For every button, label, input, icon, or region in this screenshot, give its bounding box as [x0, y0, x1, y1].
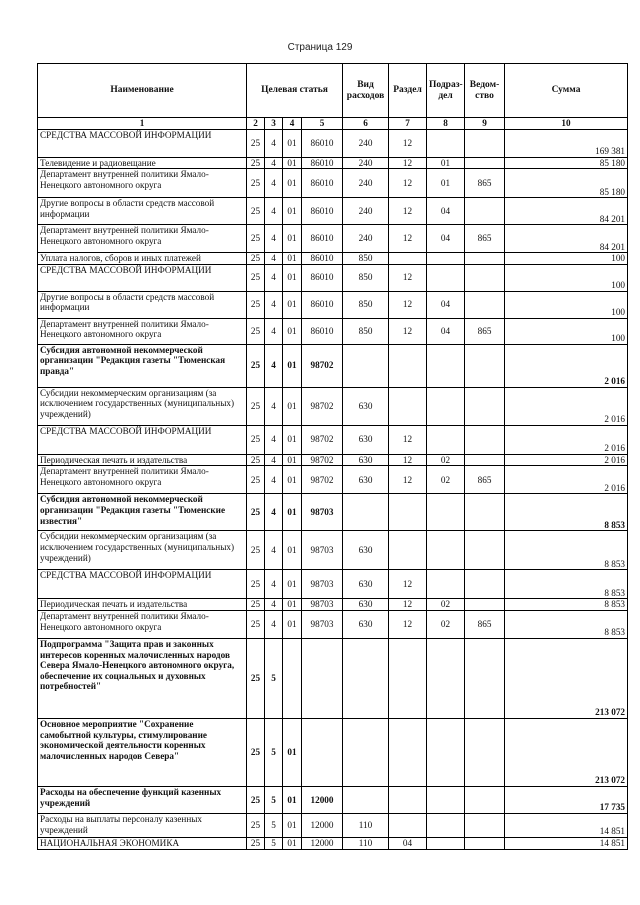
cell-expense-type: 850	[343, 264, 389, 291]
cell-department	[465, 344, 505, 387]
cell-direction: 86010	[302, 169, 343, 198]
cell-name: Основное мероприятие "Сохранение самобытной культуры, стимулирование экономической деятельности коренных малочисленных народов Севера"	[38, 718, 247, 786]
cell-section	[389, 638, 427, 718]
column-number: 1	[38, 118, 247, 130]
cell-amount: 14 851	[505, 837, 628, 849]
cell-subsection	[427, 570, 465, 599]
cell-department: 865	[465, 318, 505, 344]
cell-program: 25	[247, 570, 265, 599]
cell-name: Другие вопросы в области средств массовой информации	[38, 291, 247, 318]
cell-activity: 01	[283, 425, 302, 454]
table-row	[38, 169, 628, 198]
cell-subprogram: 4	[265, 454, 283, 466]
cell-subprogram: 4	[265, 531, 283, 570]
cell-department	[465, 786, 505, 813]
cell-subsection: 02	[427, 454, 465, 466]
cell-program: 25	[247, 198, 265, 225]
cell-direction: 98702	[302, 466, 343, 494]
cell-subprogram: 4	[265, 225, 283, 253]
cell-amount: 2 016	[505, 466, 628, 494]
cell-name: Подпрограмма "Защита прав и законных интересов коренных малочисленных народов Севера Ямало-Ненецкого автономного округа, обеспечение их социальных и духовных потребностей"	[38, 638, 247, 718]
cell-activity: 01	[283, 344, 302, 387]
table-row	[38, 531, 628, 570]
cell-amount: 84 201	[505, 225, 628, 253]
cell-activity: 01	[283, 291, 302, 318]
table-row	[38, 344, 628, 387]
cell-subsection	[427, 786, 465, 813]
cell-section	[389, 718, 427, 786]
table-row	[38, 387, 628, 425]
cell-program: 25	[247, 344, 265, 387]
cell-expense-type	[343, 718, 389, 786]
cell-activity: 01	[283, 264, 302, 291]
cell-expense-type: 850	[343, 318, 389, 344]
cell-program: 25	[247, 225, 265, 253]
cell-expense-type: 630	[343, 454, 389, 466]
cell-direction: 86010	[302, 318, 343, 344]
cell-name: Субсидия автономной некоммерческой организации "Редакция газеты "Тюменские известия"	[38, 494, 247, 531]
cell-subprogram: 4	[265, 599, 283, 611]
cell-subprogram: 4	[265, 570, 283, 599]
cell-subprogram: 4	[265, 344, 283, 387]
cell-name: Департамент внутренней политики Ямало-Ненецкого автономного округа	[38, 225, 247, 253]
table-row	[38, 157, 628, 169]
cell-amount: 8 853	[505, 531, 628, 570]
cell-expense-type: 240	[343, 198, 389, 225]
cell-subsection: 04	[427, 318, 465, 344]
cell-subsection	[427, 129, 465, 157]
cell-section	[389, 387, 427, 425]
column-number: 7	[389, 118, 427, 130]
cell-subsection: 01	[427, 169, 465, 198]
cell-name: СРЕДСТВА МАССОВОЙ ИНФОРМАЦИИ	[38, 570, 247, 599]
column-number: 3	[265, 118, 283, 130]
table-row	[38, 786, 628, 813]
cell-amount: 84 201	[505, 198, 628, 225]
cell-subprogram: 4	[265, 264, 283, 291]
cell-subprogram: 4	[265, 198, 283, 225]
header-department: Ведом-ство	[465, 64, 505, 118]
cell-section: 12	[389, 454, 427, 466]
cell-expense-type: 850	[343, 253, 389, 265]
cell-amount: 2 016	[505, 425, 628, 454]
cell-department	[465, 264, 505, 291]
cell-direction: 86010	[302, 264, 343, 291]
table-row	[38, 610, 628, 638]
cell-department	[465, 454, 505, 466]
cell-amount: 85 180	[505, 169, 628, 198]
cell-subsection	[427, 253, 465, 265]
cell-amount: 8 853	[505, 570, 628, 599]
cell-subprogram: 4	[265, 169, 283, 198]
cell-subprogram: 4	[265, 387, 283, 425]
cell-subprogram: 5	[265, 718, 283, 786]
cell-name: Департамент внутренней политики Ямало-Ненецкого автономного округа	[38, 610, 247, 638]
cell-subprogram: 4	[265, 494, 283, 531]
cell-section: 04	[389, 837, 427, 849]
cell-expense-type: 630	[343, 531, 389, 570]
cell-name: Субсидия автономной некоммерческой организации "Редакция газеты "Тюменская правда"	[38, 344, 247, 387]
cell-activity: 01	[283, 157, 302, 169]
column-number: 9	[465, 118, 505, 130]
table-row	[38, 570, 628, 599]
cell-section: 12	[389, 425, 427, 454]
cell-department: 865	[465, 610, 505, 638]
cell-program: 25	[247, 387, 265, 425]
cell-section: 12	[389, 291, 427, 318]
cell-subsection: 04	[427, 225, 465, 253]
cell-name: СРЕДСТВА МАССОВОЙ ИНФОРМАЦИИ	[38, 264, 247, 291]
cell-amount: 169 381	[505, 129, 628, 157]
cell-name: Периодическая печать и издательства	[38, 454, 247, 466]
cell-direction: 98702	[302, 344, 343, 387]
cell-department	[465, 599, 505, 611]
cell-name: Периодическая печать и издательства	[38, 599, 247, 611]
cell-amount: 213 072	[505, 718, 628, 786]
cell-program: 25	[247, 466, 265, 494]
cell-expense-type: 630	[343, 610, 389, 638]
cell-amount: 8 853	[505, 610, 628, 638]
cell-section: 12	[389, 570, 427, 599]
cell-program: 25	[247, 718, 265, 786]
cell-subprogram: 5	[265, 638, 283, 718]
cell-direction: 98702	[302, 387, 343, 425]
cell-subsection	[427, 718, 465, 786]
cell-name: Другие вопросы в области средств массовой информации	[38, 198, 247, 225]
cell-activity: 01	[283, 786, 302, 813]
cell-program: 25	[247, 837, 265, 849]
column-number: 2	[247, 118, 265, 130]
table-row	[38, 264, 628, 291]
cell-direction	[302, 718, 343, 786]
column-number: 4	[283, 118, 302, 130]
cell-subsection: 02	[427, 599, 465, 611]
cell-direction: 98702	[302, 454, 343, 466]
cell-direction: 98703	[302, 494, 343, 531]
cell-section	[389, 253, 427, 265]
cell-program: 25	[247, 454, 265, 466]
cell-activity: 01	[283, 129, 302, 157]
cell-expense-type: 240	[343, 129, 389, 157]
cell-direction: 98703	[302, 599, 343, 611]
cell-name: Департамент внутренней политики Ямало-Ненецкого автономного округа	[38, 318, 247, 344]
cell-expense-type: 110	[343, 813, 389, 837]
table-header-row	[38, 64, 628, 118]
cell-amount: 213 072	[505, 638, 628, 718]
cell-department	[465, 198, 505, 225]
cell-amount: 8 853	[505, 599, 628, 611]
cell-subprogram: 4	[265, 466, 283, 494]
cell-expense-type	[343, 786, 389, 813]
cell-activity: 01	[283, 225, 302, 253]
cell-direction: 98703	[302, 531, 343, 570]
cell-program: 25	[247, 494, 265, 531]
cell-subprogram: 4	[265, 157, 283, 169]
cell-direction: 12000	[302, 813, 343, 837]
cell-name: Департамент внутренней политики Ямало-Ненецкого автономного округа	[38, 466, 247, 494]
cell-direction: 12000	[302, 837, 343, 849]
cell-department	[465, 253, 505, 265]
cell-department: 865	[465, 225, 505, 253]
page-number-label: Страница 129	[287, 42, 353, 53]
cell-expense-type: 630	[343, 570, 389, 599]
cell-program: 25	[247, 425, 265, 454]
cell-department: 865	[465, 466, 505, 494]
cell-subprogram: 4	[265, 129, 283, 157]
cell-activity: 01	[283, 253, 302, 265]
cell-name: Расходы на выплаты персоналу казенных учреждений	[38, 813, 247, 837]
table-row	[38, 599, 628, 611]
cell-subprogram: 4	[265, 610, 283, 638]
header-subsection: Подраз-дел	[427, 64, 465, 118]
cell-department	[465, 494, 505, 531]
cell-name: СРЕДСТВА МАССОВОЙ ИНФОРМАЦИИ	[38, 425, 247, 454]
cell-department	[465, 531, 505, 570]
cell-section: 12	[389, 264, 427, 291]
cell-activity: 01	[283, 454, 302, 466]
table-row	[38, 454, 628, 466]
cell-activity: 01	[283, 570, 302, 599]
cell-amount: 2 016	[505, 454, 628, 466]
column-number-row	[38, 118, 628, 130]
cell-activity: 01	[283, 837, 302, 849]
table-row	[38, 198, 628, 225]
cell-subsection	[427, 387, 465, 425]
cell-subsection	[427, 264, 465, 291]
cell-activity: 01	[283, 599, 302, 611]
cell-program: 25	[247, 169, 265, 198]
table-row	[38, 425, 628, 454]
cell-program: 25	[247, 610, 265, 638]
header-expense-type: Вид расходов	[343, 64, 389, 118]
cell-section	[389, 531, 427, 570]
cell-subsection	[427, 344, 465, 387]
cell-amount: 14 851	[505, 813, 628, 837]
cell-section: 12	[389, 318, 427, 344]
cell-program: 25	[247, 264, 265, 291]
column-number: 5	[302, 118, 343, 130]
cell-section: 12	[389, 129, 427, 157]
cell-department	[465, 638, 505, 718]
cell-amount: 100	[505, 318, 628, 344]
cell-direction: 86010	[302, 225, 343, 253]
header-section: Раздел	[389, 64, 427, 118]
cell-department	[465, 718, 505, 786]
cell-direction: 12000	[302, 786, 343, 813]
cell-department: 865	[465, 169, 505, 198]
cell-program: 25	[247, 638, 265, 718]
column-number: 8	[427, 118, 465, 130]
cell-department	[465, 570, 505, 599]
column-number: 10	[505, 118, 628, 130]
cell-section	[389, 813, 427, 837]
cell-name: НАЦИОНАЛЬНАЯ ЭКОНОМИКА	[38, 837, 247, 849]
cell-section: 12	[389, 198, 427, 225]
table-body	[38, 129, 628, 849]
cell-subsection: 04	[427, 198, 465, 225]
cell-department	[465, 157, 505, 169]
cell-amount: 2 016	[505, 344, 628, 387]
table-row	[38, 253, 628, 265]
cell-section	[389, 344, 427, 387]
budget-table	[37, 63, 628, 850]
cell-subprogram: 4	[265, 425, 283, 454]
cell-activity: 01	[283, 169, 302, 198]
table-row	[38, 291, 628, 318]
cell-name: Департамент внутренней политики Ямало-Ненецкого автономного округа	[38, 169, 247, 198]
cell-activity: 01	[283, 531, 302, 570]
cell-program: 25	[247, 253, 265, 265]
cell-activity: 01	[283, 494, 302, 531]
cell-section: 12	[389, 466, 427, 494]
table-row	[38, 837, 628, 849]
table-row	[38, 225, 628, 253]
cell-activity: 01	[283, 610, 302, 638]
header-name: Наименование	[38, 64, 247, 118]
cell-section	[389, 786, 427, 813]
cell-name: Уплата налогов, сборов и иных платежей	[38, 253, 247, 265]
cell-expense-type: 630	[343, 466, 389, 494]
cell-subprogram: 4	[265, 253, 283, 265]
table-row	[38, 494, 628, 531]
table-row	[38, 318, 628, 344]
cell-amount: 100	[505, 264, 628, 291]
cell-amount: 85 180	[505, 157, 628, 169]
cell-name: СРЕДСТВА МАССОВОЙ ИНФОРМАЦИИ	[38, 129, 247, 157]
header-amount: Сумма	[505, 64, 628, 118]
cell-direction: 98702	[302, 425, 343, 454]
cell-expense-type	[343, 494, 389, 531]
cell-expense-type: 630	[343, 387, 389, 425]
cell-subsection	[427, 425, 465, 454]
cell-expense-type: 630	[343, 425, 389, 454]
cell-direction	[302, 638, 343, 718]
cell-subsection: 01	[427, 157, 465, 169]
cell-subprogram: 5	[265, 837, 283, 849]
cell-direction: 98703	[302, 570, 343, 599]
cell-subsection	[427, 837, 465, 849]
cell-subsection: 02	[427, 466, 465, 494]
cell-section: 12	[389, 610, 427, 638]
cell-section	[389, 494, 427, 531]
cell-expense-type: 240	[343, 225, 389, 253]
cell-program: 25	[247, 599, 265, 611]
header-target-article: Целевая статья	[247, 64, 343, 118]
cell-activity: 01	[283, 318, 302, 344]
cell-department	[465, 291, 505, 318]
cell-name: Субсидии некоммерческим организациям (за исключением государственных (муниципальных) учреждений)	[38, 531, 247, 570]
cell-subsection	[427, 531, 465, 570]
cell-subsection	[427, 638, 465, 718]
cell-amount: 8 853	[505, 494, 628, 531]
cell-program: 25	[247, 157, 265, 169]
cell-expense-type: 110	[343, 837, 389, 849]
cell-name: Телевидение и радиовещание	[38, 157, 247, 169]
cell-activity	[283, 638, 302, 718]
table-row	[38, 638, 628, 718]
cell-amount: 2 016	[505, 387, 628, 425]
cell-direction: 86010	[302, 291, 343, 318]
cell-program: 25	[247, 531, 265, 570]
cell-department	[465, 837, 505, 849]
cell-section: 12	[389, 169, 427, 198]
cell-amount: 100	[505, 253, 628, 265]
cell-section: 12	[389, 225, 427, 253]
column-number: 6	[343, 118, 389, 130]
cell-direction: 86010	[302, 198, 343, 225]
cell-subprogram: 5	[265, 786, 283, 813]
cell-name: Субсидии некоммерческим организациям (за исключением государственных (муниципальных) учреждений)	[38, 387, 247, 425]
cell-subsection	[427, 494, 465, 531]
cell-expense-type: 240	[343, 169, 389, 198]
cell-subprogram: 4	[265, 318, 283, 344]
cell-subprogram: 4	[265, 291, 283, 318]
cell-activity: 01	[283, 198, 302, 225]
cell-amount: 100	[505, 291, 628, 318]
table-row	[38, 718, 628, 786]
cell-subsection: 02	[427, 610, 465, 638]
cell-direction: 86010	[302, 129, 343, 157]
cell-program: 25	[247, 291, 265, 318]
cell-activity: 01	[283, 718, 302, 786]
cell-program: 25	[247, 813, 265, 837]
cell-expense-type: 850	[343, 291, 389, 318]
cell-section: 12	[389, 599, 427, 611]
table-row	[38, 813, 628, 837]
cell-department	[465, 425, 505, 454]
cell-expense-type: 630	[343, 599, 389, 611]
cell-activity: 01	[283, 466, 302, 494]
cell-department	[465, 813, 505, 837]
cell-direction: 86010	[302, 253, 343, 265]
table-row	[38, 129, 628, 157]
cell-expense-type	[343, 344, 389, 387]
cell-program: 25	[247, 318, 265, 344]
cell-program: 25	[247, 786, 265, 813]
cell-department	[465, 387, 505, 425]
cell-program: 25	[247, 129, 265, 157]
cell-direction: 98703	[302, 610, 343, 638]
cell-expense-type	[343, 638, 389, 718]
cell-section: 12	[389, 157, 427, 169]
cell-activity: 01	[283, 813, 302, 837]
cell-name: Расходы на обеспечение функций казенных учреждений	[38, 786, 247, 813]
cell-direction: 86010	[302, 157, 343, 169]
cell-expense-type: 240	[343, 157, 389, 169]
cell-subsection	[427, 813, 465, 837]
cell-amount: 17 735	[505, 786, 628, 813]
cell-subsection: 04	[427, 291, 465, 318]
cell-department	[465, 129, 505, 157]
cell-subprogram: 5	[265, 813, 283, 837]
table-row	[38, 466, 628, 494]
cell-activity: 01	[283, 387, 302, 425]
